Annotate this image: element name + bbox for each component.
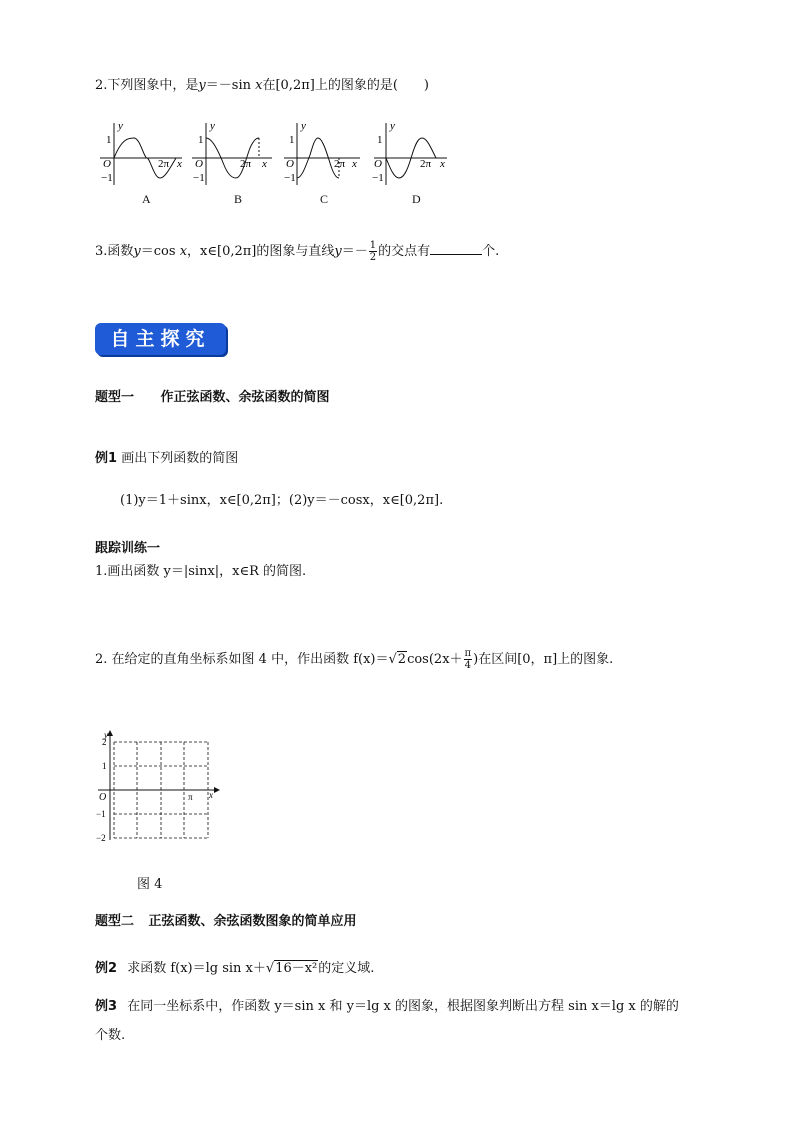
q3-text-a: 函数 (107, 244, 134, 259)
q3-frac-den: 2 (369, 252, 377, 263)
option-label-c: C (320, 192, 329, 206)
p2-fraction (464, 648, 473, 671)
p2-frac-num: π (464, 648, 472, 659)
option-graph-d (372, 120, 447, 185)
graph-a-origin: O (103, 158, 111, 170)
example-3 (95, 995, 679, 1014)
section-banner: 自主探究 (95, 323, 226, 355)
type1-title: 作正弦函数、余弦函数的简图 (160, 390, 330, 405)
practice-1: 1.画出函数 y＝|sinx|，x∈R 的简图. (95, 564, 307, 579)
q3-answer-blank[interactable] (430, 242, 482, 255)
graph-a-ybot: −1 (101, 172, 113, 184)
q2-func: y (198, 78, 206, 93)
graph-b-xtick: 2π (240, 158, 252, 170)
q3-func: y (133, 244, 141, 259)
grid-caption: 图 4 (137, 877, 163, 892)
ex2-sqrt-sign: √ (265, 961, 275, 976)
graph-a-ytop: 1 (106, 134, 112, 146)
type1-heading (95, 386, 330, 405)
option-label-b: B (234, 192, 243, 206)
question-2 (95, 74, 429, 93)
p2-text-b: cos(2x＋ (407, 652, 463, 667)
ex2-sqrt: 16－x² (275, 961, 318, 976)
grid-ytick-neg2: −2 (96, 833, 106, 843)
grid-ytick-neg1: −1 (96, 809, 106, 819)
ex2-text-b: 的定义域. (318, 961, 375, 976)
graph-c-origin: O (286, 158, 294, 170)
graph-c-ylabel: y (301, 120, 306, 132)
graph-b-ybot: −1 (193, 172, 205, 184)
graph-d-origin: O (374, 158, 382, 170)
graph-c-xlabel: x (352, 158, 357, 170)
graph-a-xlabel: x (177, 158, 182, 170)
q3-var: x (179, 244, 188, 259)
p2-sqrt: 2 (397, 652, 407, 667)
graph-c-xtick: 2π (334, 158, 346, 170)
q3-eq2: ＝－ (341, 244, 368, 259)
ex3-label: 例3 (95, 999, 118, 1014)
practice-2 (95, 648, 613, 671)
ex3-line2: 个数. (95, 1028, 126, 1043)
ex1-subquestions: (1)y＝1＋sinx，x∈[0,2π]；(2)y＝－cosx，x∈[0,2π]. (120, 493, 444, 508)
option-graph-a (100, 120, 182, 185)
q2-var: x (255, 78, 263, 93)
q2-text-b: 在[0,2π]上的图象的是( ) (262, 78, 429, 93)
p2-text-c: )在区间[0，π]上的图象. (473, 652, 614, 667)
ex3-line1: 在同一坐标系中，作函数 y＝sin x 和 y＝lg x 的图象，根据图象判断出方程 sin x＝lg x 的解的 (127, 999, 679, 1014)
q3-frac-num: 1 (369, 240, 377, 251)
ex2-text-a: 求函数 f(x)＝lg sin x＋ (127, 961, 266, 976)
graph-d-ybot: −1 (372, 172, 384, 184)
grid-yaxis-label: y (104, 730, 108, 740)
option-graph-c (284, 120, 360, 185)
example-2 (95, 957, 374, 976)
grid-origin: O (99, 792, 107, 803)
p2-frac-den: 4 (464, 660, 472, 671)
type2-title: 正弦函数、余弦函数图象的简单应用 (148, 914, 357, 929)
type2-heading (95, 910, 357, 929)
grid-xtick-pi: π (188, 792, 193, 802)
graph-d-ylabel: y (390, 120, 395, 132)
graph-b-ylabel: y (210, 120, 215, 132)
grid-ytick-1: 1 (102, 761, 107, 771)
option-label-a: A (142, 192, 151, 206)
question-3 (95, 240, 499, 263)
q3-number: 3. (95, 244, 108, 259)
ex2-label: 例2 (95, 961, 118, 976)
q3-fraction (369, 240, 377, 263)
ex1-text: 画出下列函数的简图 (121, 451, 239, 466)
graph-c-ybot: −1 (284, 172, 296, 184)
graph-c-ytop: 1 (289, 134, 295, 146)
q2-eq: ＝－sin (205, 78, 256, 93)
option-graph-b (192, 120, 272, 185)
graph-a-ylabel: y (118, 120, 123, 132)
q3-text-c: 个. (482, 244, 500, 259)
q2-number: 2. (95, 78, 108, 93)
q3-text-b: 的交点有 (378, 244, 431, 259)
p2-sqrt-sign: √ (388, 652, 397, 667)
p2-text-a: 2. 在给定的直角坐标系如图 4 中，作出函数 f(x)＝ (95, 652, 389, 667)
graph-b-ytop: 1 (198, 134, 204, 146)
graph-b-origin: O (195, 158, 203, 170)
ex1-label: 例1 (95, 451, 118, 466)
graph-d-xlabel: x (440, 158, 445, 170)
graph-d-ytop: 1 (377, 134, 383, 146)
grid-xaxis-label: x (209, 790, 213, 800)
practice-title: 跟踪训练一 (95, 541, 161, 556)
option-label-d: D (412, 192, 421, 206)
example-1 (95, 447, 238, 466)
graph-b-xlabel: x (262, 158, 267, 170)
q3-eq: ＝cos (140, 244, 180, 259)
option-graphs (0, 115, 794, 225)
q3-domain: ，x∈[0,2π]的图象与直线 (187, 244, 335, 259)
q2-text-a: 下列图象中，是 (107, 78, 199, 93)
q3-func2: y (334, 244, 342, 259)
graph-d-xtick: 2π (420, 158, 432, 170)
grid-ytick-2: 2 (102, 737, 107, 747)
type1-label: 题型一 (95, 390, 135, 405)
graph-a-xtick: 2π (158, 158, 170, 170)
grid-figure (90, 728, 230, 848)
type2-label: 题型二 (95, 914, 135, 929)
